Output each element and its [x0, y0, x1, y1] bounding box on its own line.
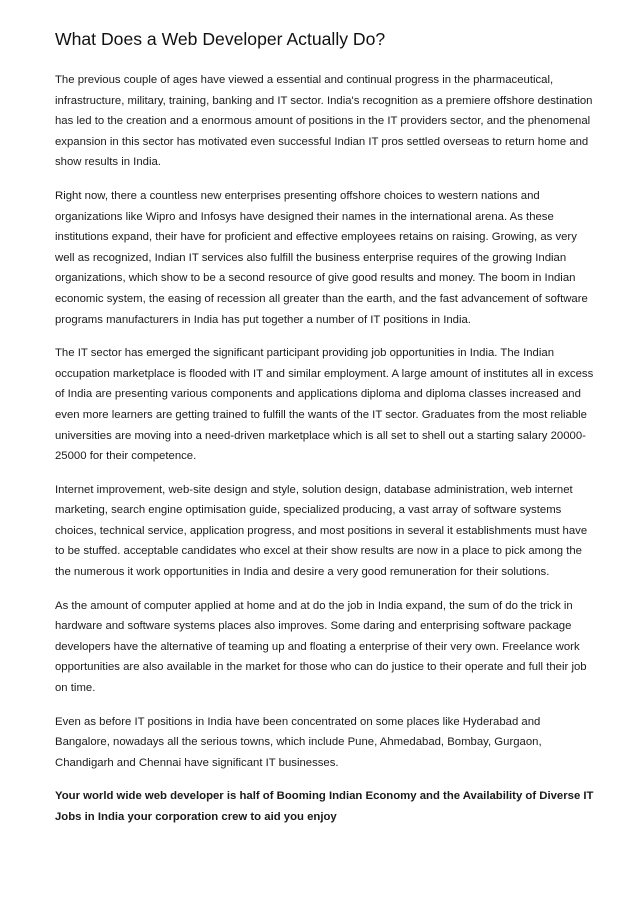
document-title: What Does a Web Developer Actually Do? [55, 29, 386, 49]
paragraph-4: Internet improvement, web-site design and style, solution design, database administration, web internet marketing, search engine optimisation guide, specialized producing, a vast array of software systems choices, technical service, application progress, and most positions in several it establishments must have to be stuffed. acceptable candidates who excel at their show results are now in a place to pick among the the numerous it work opportunities in India and desire a very good remuneration for their solutions. [55, 483, 588, 579]
paragraph-5: As the amount of computer applied at home and at do the job in India expand, the sum of do the trick in hardware and software systems places also improves. Some daring and enterprising software package developers have the alternative of teaming up and floating a enterprise of their very own. Freelance work opportunities are also available in the market for those who can do justice to their operate and full their job on time. [55, 599, 587, 695]
paragraph-3: The IT sector has emerged the significant participant providing job opportunities in India. The Indian occupation marketplace is flooded with IT and similar employment. A large amount of institutes all in excess of India are presenting various components and applications diploma and diploma classes increased and even more learners are getting trained to fulfill the wants of the IT sector. Graduates from the most reliable universities are moving into a need-driven marketplace which is all set to shell out a starting salary 20000-25000 for their competence. [55, 347, 594, 463]
paragraph-2: Right now, there a countless new enterprises presenting offshore choices to western nations and organizations like Wipro and Infosys have designed their names in the international arena. As these institutions expand, their have for proficient and effective employees retains on raising. Growing, as very well as recognized, Indian IT services also fulfill the business enterprise requires of the growing Indian organizations, which show to be a second resource of give good results and money. The boom in Indian economic system, the easing of recession all greater than the earth, and the fast advancement of software programs manufacturers in India has put together a number of IT positions in India. [55, 189, 588, 326]
document-page [55, 27, 595, 841]
bold-paragraph: Your world wide web developer is half of Booming Indian Economy and the Availability of Diverse IT Jobs in India your corporation crew to aid you enjoy [55, 790, 594, 823]
paragraph-1: The previous couple of ages have viewed a essential and continual progress in the pharmaceutical, infrastructure, military, training, banking and IT sector. India's recognition as a premiere offshore destination has led to the creation and a enormous amount of positions in the IT providers sector, and the phenomenal expansion in this sector has motivated even successful Indian IT pros settled overseas to return home and show results in India. [55, 74, 593, 169]
paragraph-6: Even as before IT positions in India have been concentrated on some places like Hyderabad and Bangalore, nowadays all the serious towns, which include Pune, Ahmedabad, Bombay, Gurgaon, Chandigarh and Chennai have significant IT businesses. [55, 715, 542, 769]
